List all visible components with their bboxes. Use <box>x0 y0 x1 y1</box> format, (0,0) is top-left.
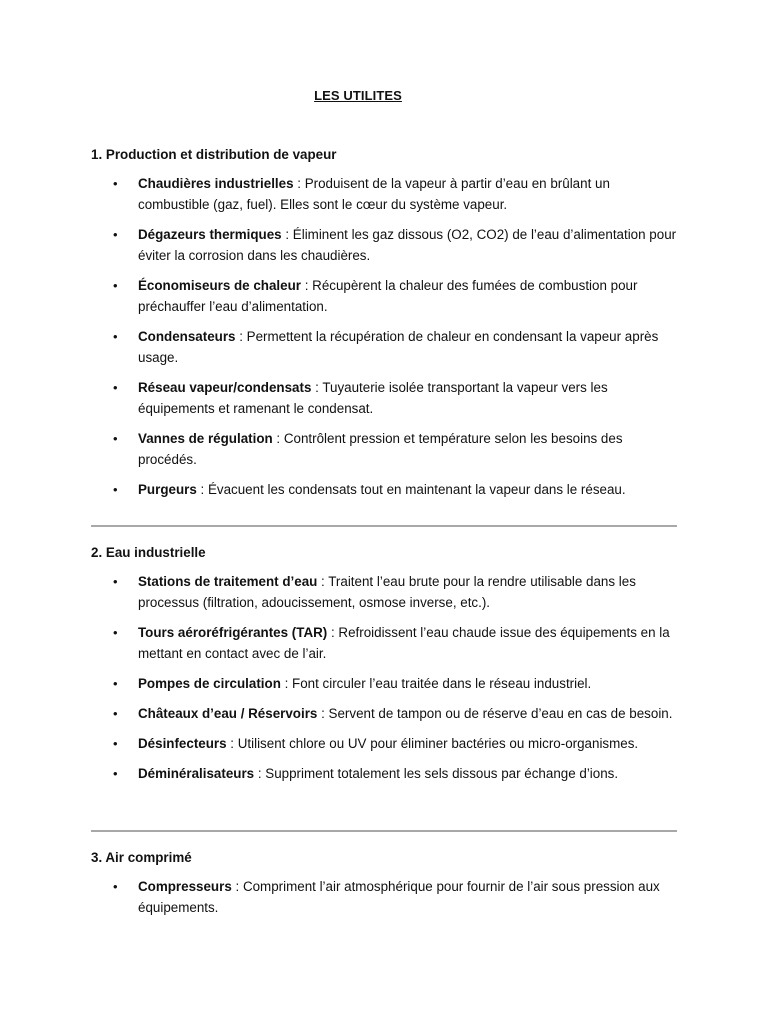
list-item <box>91 479 677 500</box>
item-term: Stations de traitement d’eau <box>138 574 318 589</box>
list-item <box>91 733 677 754</box>
item-term: Condensateurs <box>138 329 236 344</box>
item-term: Compresseurs <box>138 879 232 894</box>
bullet-icon: • <box>113 329 118 344</box>
bullet-icon: • <box>113 676 118 691</box>
list-item <box>91 377 677 419</box>
section-air-comprime <box>91 849 677 918</box>
item-term: Économiseurs de chaleur <box>138 278 301 293</box>
document-title: LES UTILITES <box>314 88 402 103</box>
item-text: : Font circuler l’eau traitée dans le réseau industriel. <box>280 676 592 691</box>
item-text: : Refroidissent l’eau chaude issue des équipements en la mettant en contact avec de l’air. <box>138 625 670 661</box>
bullet-icon: • <box>113 482 118 497</box>
item-term: Réseau vapeur/condensats <box>138 380 312 395</box>
item-text: : Récupèrent la chaleur des fumées de combustion pour préchauffer l’eau d’alimentation. <box>138 278 638 314</box>
section-divider <box>91 525 677 527</box>
bullet-icon: • <box>113 380 118 395</box>
item-term: Tours aéroréfrigérantes (TAR) <box>138 625 328 640</box>
list-item <box>91 703 677 724</box>
item-list <box>91 571 677 784</box>
item-text: : Permettent la récupération de chaleur en condensant la vapeur après usage. <box>138 329 659 365</box>
list-item <box>91 876 677 918</box>
list-item <box>91 673 677 694</box>
item-text: : Éliminent les gaz dissous (O2, CO2) de l’eau d’alimentation pour éviter la corrosion dans les chaudières. <box>138 227 677 263</box>
item-term: Désinfecteurs <box>138 736 227 751</box>
section-heading: 1. Production et distribution de vapeur <box>91 147 337 162</box>
item-text: : Servent de tampon ou de réserve d’eau en cas de besoin. <box>317 706 673 721</box>
section-heading: 3. Air comprimé <box>91 850 192 865</box>
bullet-icon: • <box>113 227 118 242</box>
item-text: : Évacuent les condensats tout en maintenant la vapeur dans le réseau. <box>196 482 626 497</box>
list-item <box>91 622 677 664</box>
bullet-icon: • <box>113 431 118 446</box>
item-term: Purgeurs <box>138 482 197 497</box>
list-item <box>91 326 677 368</box>
list-item <box>91 571 677 613</box>
bullet-icon: • <box>113 625 118 640</box>
list-item <box>91 763 677 784</box>
item-text: : Tuyauterie isolée transportant la vapeur vers les équipements et ramenant le condensat. <box>138 380 608 416</box>
section-eau-industrielle <box>91 544 677 784</box>
section-divider <box>91 830 677 832</box>
list-item <box>91 224 677 266</box>
list-item <box>91 275 677 317</box>
list-item <box>91 428 677 470</box>
item-term: Dégazeurs thermiques <box>138 227 282 242</box>
bullet-icon: • <box>113 278 118 293</box>
bullet-icon: • <box>113 574 118 589</box>
item-text: : Compriment l’air atmosphérique pour fournir de l’air sous pression aux équipements. <box>138 879 660 915</box>
item-list <box>91 876 677 918</box>
item-term: Vannes de régulation <box>138 431 273 446</box>
section-vapeur <box>91 146 677 500</box>
section-heading: 2. Eau industrielle <box>91 545 206 560</box>
item-term: Déminéralisateurs <box>138 766 255 781</box>
item-text: : Utilisent chlore ou UV pour éliminer bactéries ou micro-organismes. <box>226 736 639 751</box>
item-list <box>91 173 677 500</box>
item-term: Chaudières industrielles <box>138 176 294 191</box>
item-term: Pompes de circulation <box>138 676 281 691</box>
bullet-icon: • <box>113 176 118 191</box>
item-term: Châteaux d’eau / Réservoirs <box>138 706 318 721</box>
item-text: : Contrôlent pression et température selon les besoins des procédés. <box>138 431 623 467</box>
item-text: : Produisent de la vapeur à partir d’eau en brûlant un combustible (gaz, fuel). Elles sont le cœur du système vapeur. <box>138 176 610 212</box>
item-text: : Suppriment totalement les sels dissous par échange d’ions. <box>254 766 619 781</box>
bullet-icon: • <box>113 879 118 894</box>
item-text: : Traitent l’eau brute pour la rendre utilisable dans les processus (filtration, adoucissement, osmose inverse, etc.). <box>138 574 636 610</box>
list-item <box>91 173 677 215</box>
bullet-icon: • <box>113 706 118 721</box>
bullet-icon: • <box>113 766 118 781</box>
bullet-icon: • <box>113 736 118 751</box>
